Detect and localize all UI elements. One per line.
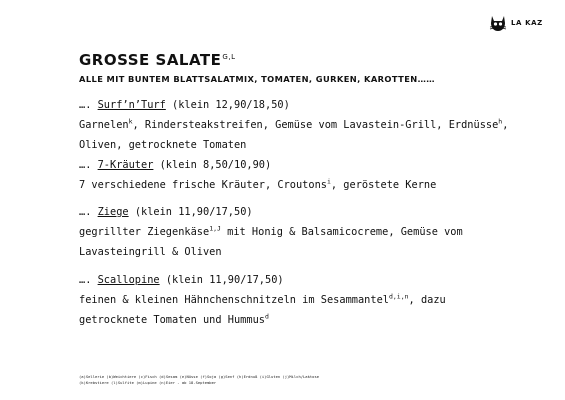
- item-price: (klein 12,90/18,50): [172, 99, 290, 111]
- item-name: Ziege: [97, 206, 129, 218]
- allergen-tag: h: [498, 117, 503, 126]
- page-subtitle: ALLE MIT BUNTEM BLATTSALATMIX, TOMATEN, GURKEN, KAROTTEN……: [79, 74, 435, 84]
- logo-text: LA KAZ: [511, 19, 543, 27]
- item-description: [79, 175, 559, 195]
- item-price: (klein 11,90/17,50): [134, 206, 253, 218]
- item-price: (klein 8,50/10,90): [159, 159, 272, 171]
- item-desc-text: feinen & kleinen Hähnchenschnitzeln im Sesammantel: [79, 294, 389, 306]
- item-heading: [79, 202, 559, 222]
- cat-icon: [489, 12, 507, 38]
- item-desc-text: gegrillter Ziegenkäse: [79, 226, 210, 238]
- logo: [489, 10, 549, 38]
- item-description: [79, 290, 559, 330]
- item-heading: [79, 95, 559, 115]
- item-desc-text: 7 verschiedene frische Kräuter, Croutons: [79, 179, 327, 191]
- footnote-line: (k)Krebstiere (l)Sulfite (m)Lupine (n)Eier - ab 18.September: [79, 380, 217, 385]
- item-prefix: ….: [79, 206, 92, 218]
- item-desc-text: , geröstete Kerne: [330, 179, 437, 191]
- item-desc-text: mit Honig & Balsamicocreme, Gemüse vom Lavasteingrill & Oliven: [79, 226, 463, 258]
- item-prefix: ….: [79, 99, 92, 111]
- allergen-tag: i: [326, 177, 331, 186]
- footnote-line: (a)Sellerie (b)Weichtiere (c)Fisch (d)Sesam (e)Nüsse (f)Soja (g)Senf (h)Erdnuß (i)Gluten (j)Milch/Laktose: [79, 374, 320, 379]
- item-description: [79, 115, 559, 155]
- item-prefix: ….: [79, 159, 92, 171]
- allergen-tag: d,i,n: [388, 292, 409, 301]
- item-heading: [79, 155, 559, 175]
- item-prefix: ….: [79, 274, 92, 286]
- title-allergen-sup: G,L: [222, 53, 236, 61]
- title-text: GROSSE SALATE: [79, 51, 222, 69]
- allergen-tag: d: [264, 312, 269, 321]
- item-desc-text: , Oliven, getrocknete Tomaten: [79, 119, 509, 151]
- item-name: 7-Kräuter: [97, 159, 154, 171]
- item-price: (klein 11,90/17,50): [165, 274, 284, 286]
- item-heading: [79, 270, 559, 290]
- menu-item: [79, 95, 559, 155]
- item-desc-text: , Rindersteakstreifen, Gemüse vom Lavastein-Grill, Erdnüsse: [132, 119, 499, 131]
- menu-item: [79, 155, 559, 195]
- item-name: Surf’n’Turf: [97, 99, 166, 111]
- item-desc-text: , dazu getrocknete Tomaten und Hummus: [79, 294, 446, 326]
- item-desc-text: Garnelen: [79, 119, 129, 131]
- page-title: [79, 51, 235, 69]
- item-description: [79, 222, 559, 262]
- allergen-tag: 1,J: [209, 224, 221, 233]
- item-name: Scallopine: [97, 274, 160, 286]
- allergen-tag: k: [128, 117, 133, 126]
- menu-item: [79, 270, 559, 330]
- allergen-footnotes: [79, 374, 319, 386]
- menu-item: [79, 202, 559, 262]
